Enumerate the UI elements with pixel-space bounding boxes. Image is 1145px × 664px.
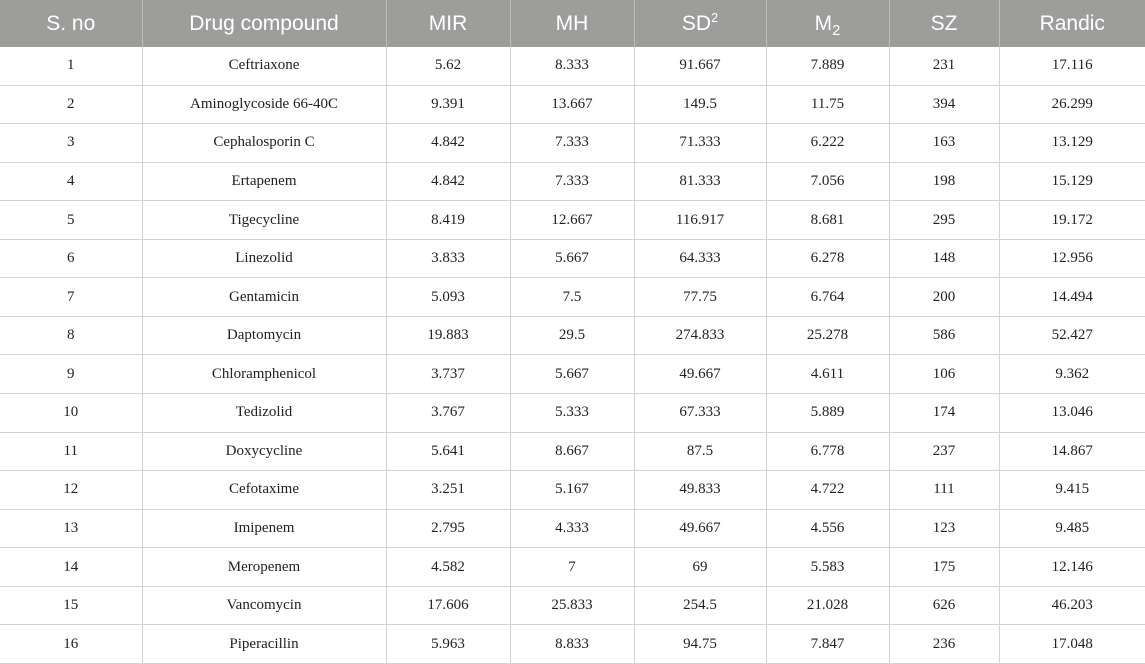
cell-randic: 13.129 — [999, 124, 1145, 163]
cell-sz: 123 — [889, 509, 999, 548]
header-sz: SZ — [889, 0, 999, 47]
cell-sno: 4 — [0, 162, 142, 201]
cell-drug-compound: Cefotaxime — [142, 471, 386, 510]
cell-sd2: 49.833 — [634, 471, 766, 510]
table-row — [0, 509, 1145, 548]
cell-sz: 163 — [889, 124, 999, 163]
cell-sz: 394 — [889, 85, 999, 124]
cell-sno: 5 — [0, 201, 142, 240]
cell-randic: 19.172 — [999, 201, 1145, 240]
cell-m2: 6.222 — [766, 124, 889, 163]
cell-randic: 15.129 — [999, 162, 1145, 201]
cell-drug-compound: Ertapenem — [142, 162, 386, 201]
cell-sd2: 49.667 — [634, 355, 766, 394]
cell-drug-compound: Gentamicin — [142, 278, 386, 317]
cell-sz: 295 — [889, 201, 999, 240]
cell-mh: 29.5 — [510, 316, 634, 355]
cell-mir: 3.767 — [386, 394, 510, 433]
cell-sd2: 81.333 — [634, 162, 766, 201]
table-row — [0, 471, 1145, 510]
cell-drug-compound: Piperacillin — [142, 625, 386, 664]
cell-mir: 5.093 — [386, 278, 510, 317]
cell-mir: 2.795 — [386, 509, 510, 548]
cell-randic: 17.116 — [999, 47, 1145, 85]
cell-sz: 174 — [889, 394, 999, 433]
header-sno: S. no — [0, 0, 142, 47]
cell-drug-compound: Doxycycline — [142, 432, 386, 471]
cell-drug-compound: Tedizolid — [142, 394, 386, 433]
cell-sz: 198 — [889, 162, 999, 201]
table-row — [0, 548, 1145, 587]
cell-sno: 7 — [0, 278, 142, 317]
cell-sd2: 94.75 — [634, 625, 766, 664]
table-row — [0, 394, 1145, 433]
cell-drug-compound: Daptomycin — [142, 316, 386, 355]
cell-m2: 4.722 — [766, 471, 889, 510]
cell-sno: 15 — [0, 586, 142, 625]
cell-mh: 4.333 — [510, 509, 634, 548]
cell-mir: 5.641 — [386, 432, 510, 471]
cell-sd2: 64.333 — [634, 239, 766, 278]
cell-m2: 11.75 — [766, 85, 889, 124]
cell-drug-compound: Linezolid — [142, 239, 386, 278]
cell-sz: 586 — [889, 316, 999, 355]
cell-randic: 52.427 — [999, 316, 1145, 355]
cell-mir: 5.963 — [386, 625, 510, 664]
table-row — [0, 355, 1145, 394]
cell-sd2: 77.75 — [634, 278, 766, 317]
cell-drug-compound: Aminoglycoside 66-40C — [142, 85, 386, 124]
cell-mh: 7.333 — [510, 124, 634, 163]
cell-sz: 237 — [889, 432, 999, 471]
cell-sno: 6 — [0, 239, 142, 278]
cell-mh: 5.667 — [510, 355, 634, 394]
cell-mir: 17.606 — [386, 586, 510, 625]
cell-mh: 8.333 — [510, 47, 634, 85]
cell-mir: 4.842 — [386, 124, 510, 163]
cell-mh: 8.667 — [510, 432, 634, 471]
cell-sno: 1 — [0, 47, 142, 85]
cell-sno: 12 — [0, 471, 142, 510]
cell-mir: 4.842 — [386, 162, 510, 201]
cell-sz: 200 — [889, 278, 999, 317]
cell-sno: 11 — [0, 432, 142, 471]
cell-sz: 106 — [889, 355, 999, 394]
cell-mh: 5.667 — [510, 239, 634, 278]
cell-randic: 9.415 — [999, 471, 1145, 510]
cell-mir: 8.419 — [386, 201, 510, 240]
cell-sd2: 71.333 — [634, 124, 766, 163]
cell-randic: 12.146 — [999, 548, 1145, 587]
table-row — [0, 586, 1145, 625]
header-m-label: M — [814, 11, 833, 35]
cell-sd2: 87.5 — [634, 432, 766, 471]
header-drug-compound: Drug compound — [142, 0, 386, 47]
cell-sz: 231 — [889, 47, 999, 85]
cell-sd2: 69 — [634, 548, 766, 587]
cell-mir: 9.391 — [386, 85, 510, 124]
cell-m2: 8.681 — [766, 201, 889, 240]
cell-sno: 16 — [0, 625, 142, 664]
cell-randic: 14.494 — [999, 278, 1145, 317]
table-row — [0, 124, 1145, 163]
table-row — [0, 239, 1145, 278]
cell-mh: 12.667 — [510, 201, 634, 240]
cell-sno: 3 — [0, 124, 142, 163]
cell-m2: 5.889 — [766, 394, 889, 433]
cell-m2: 6.764 — [766, 278, 889, 317]
cell-sd2: 274.833 — [634, 316, 766, 355]
cell-sno: 10 — [0, 394, 142, 433]
cell-m2: 21.028 — [766, 586, 889, 625]
cell-sd2: 149.5 — [634, 85, 766, 124]
table-row — [0, 201, 1145, 240]
cell-sz: 236 — [889, 625, 999, 664]
cell-m2: 7.056 — [766, 162, 889, 201]
table-body — [0, 47, 1145, 664]
header-mh: MH — [510, 0, 634, 47]
cell-drug-compound: Vancomycin — [142, 586, 386, 625]
cell-sz: 111 — [889, 471, 999, 510]
cell-drug-compound: Tigecycline — [142, 201, 386, 240]
table-row — [0, 625, 1145, 664]
cell-sd2: 116.917 — [634, 201, 766, 240]
cell-drug-compound: Imipenem — [142, 509, 386, 548]
cell-sno: 14 — [0, 548, 142, 587]
cell-m2: 7.847 — [766, 625, 889, 664]
cell-mh: 25.833 — [510, 586, 634, 625]
cell-mir: 19.883 — [386, 316, 510, 355]
cell-m2: 25.278 — [766, 316, 889, 355]
cell-randic: 14.867 — [999, 432, 1145, 471]
cell-randic: 13.046 — [999, 394, 1145, 433]
cell-randic: 9.485 — [999, 509, 1145, 548]
cell-mir: 4.582 — [386, 548, 510, 587]
header-sd-superscript: 2 — [711, 10, 719, 25]
cell-mh: 7 — [510, 548, 634, 587]
header-m2 — [766, 0, 889, 47]
cell-randic: 17.048 — [999, 625, 1145, 664]
table-row — [0, 432, 1145, 471]
cell-randic: 46.203 — [999, 586, 1145, 625]
cell-randic: 9.362 — [999, 355, 1145, 394]
cell-sd2: 91.667 — [634, 47, 766, 85]
cell-mh: 13.667 — [510, 85, 634, 124]
cell-drug-compound: Ceftriaxone — [142, 47, 386, 85]
cell-drug-compound: Meropenem — [142, 548, 386, 587]
cell-sz: 175 — [889, 548, 999, 587]
cell-m2: 7.889 — [766, 47, 889, 85]
cell-mh: 7.333 — [510, 162, 634, 201]
table-row — [0, 316, 1145, 355]
table-row — [0, 278, 1145, 317]
cell-mir: 3.737 — [386, 355, 510, 394]
cell-m2: 4.611 — [766, 355, 889, 394]
cell-mir: 3.251 — [386, 471, 510, 510]
header-randic: Randic — [999, 0, 1145, 47]
cell-sno: 2 — [0, 85, 142, 124]
cell-sd2: 67.333 — [634, 394, 766, 433]
cell-sz: 148 — [889, 239, 999, 278]
cell-sz: 626 — [889, 586, 999, 625]
cell-sno: 9 — [0, 355, 142, 394]
cell-m2: 4.556 — [766, 509, 889, 548]
cell-mir: 3.833 — [386, 239, 510, 278]
cell-randic: 12.956 — [999, 239, 1145, 278]
cell-mh: 8.833 — [510, 625, 634, 664]
cell-sno: 8 — [0, 316, 142, 355]
header-row — [0, 0, 1145, 47]
cell-m2: 5.583 — [766, 548, 889, 587]
cell-sno: 13 — [0, 509, 142, 548]
cell-sd2: 254.5 — [634, 586, 766, 625]
cell-drug-compound: Chloramphenicol — [142, 355, 386, 394]
table-row — [0, 47, 1145, 85]
cell-randic: 26.299 — [999, 85, 1145, 124]
cell-mh: 7.5 — [510, 278, 634, 317]
cell-m2: 6.778 — [766, 432, 889, 471]
header-sd2 — [634, 0, 766, 47]
cell-m2: 6.278 — [766, 239, 889, 278]
table-row — [0, 162, 1145, 201]
cell-mh: 5.333 — [510, 394, 634, 433]
cell-drug-compound: Cephalosporin C — [142, 124, 386, 163]
header-m-subscript: 2 — [832, 22, 841, 39]
cell-mir: 5.62 — [386, 47, 510, 85]
cell-sd2: 49.667 — [634, 509, 766, 548]
table-header — [0, 0, 1145, 47]
table-row — [0, 85, 1145, 124]
header-sd-label: SD — [681, 11, 712, 35]
header-mir: MIR — [386, 0, 510, 47]
cell-mh: 5.167 — [510, 471, 634, 510]
